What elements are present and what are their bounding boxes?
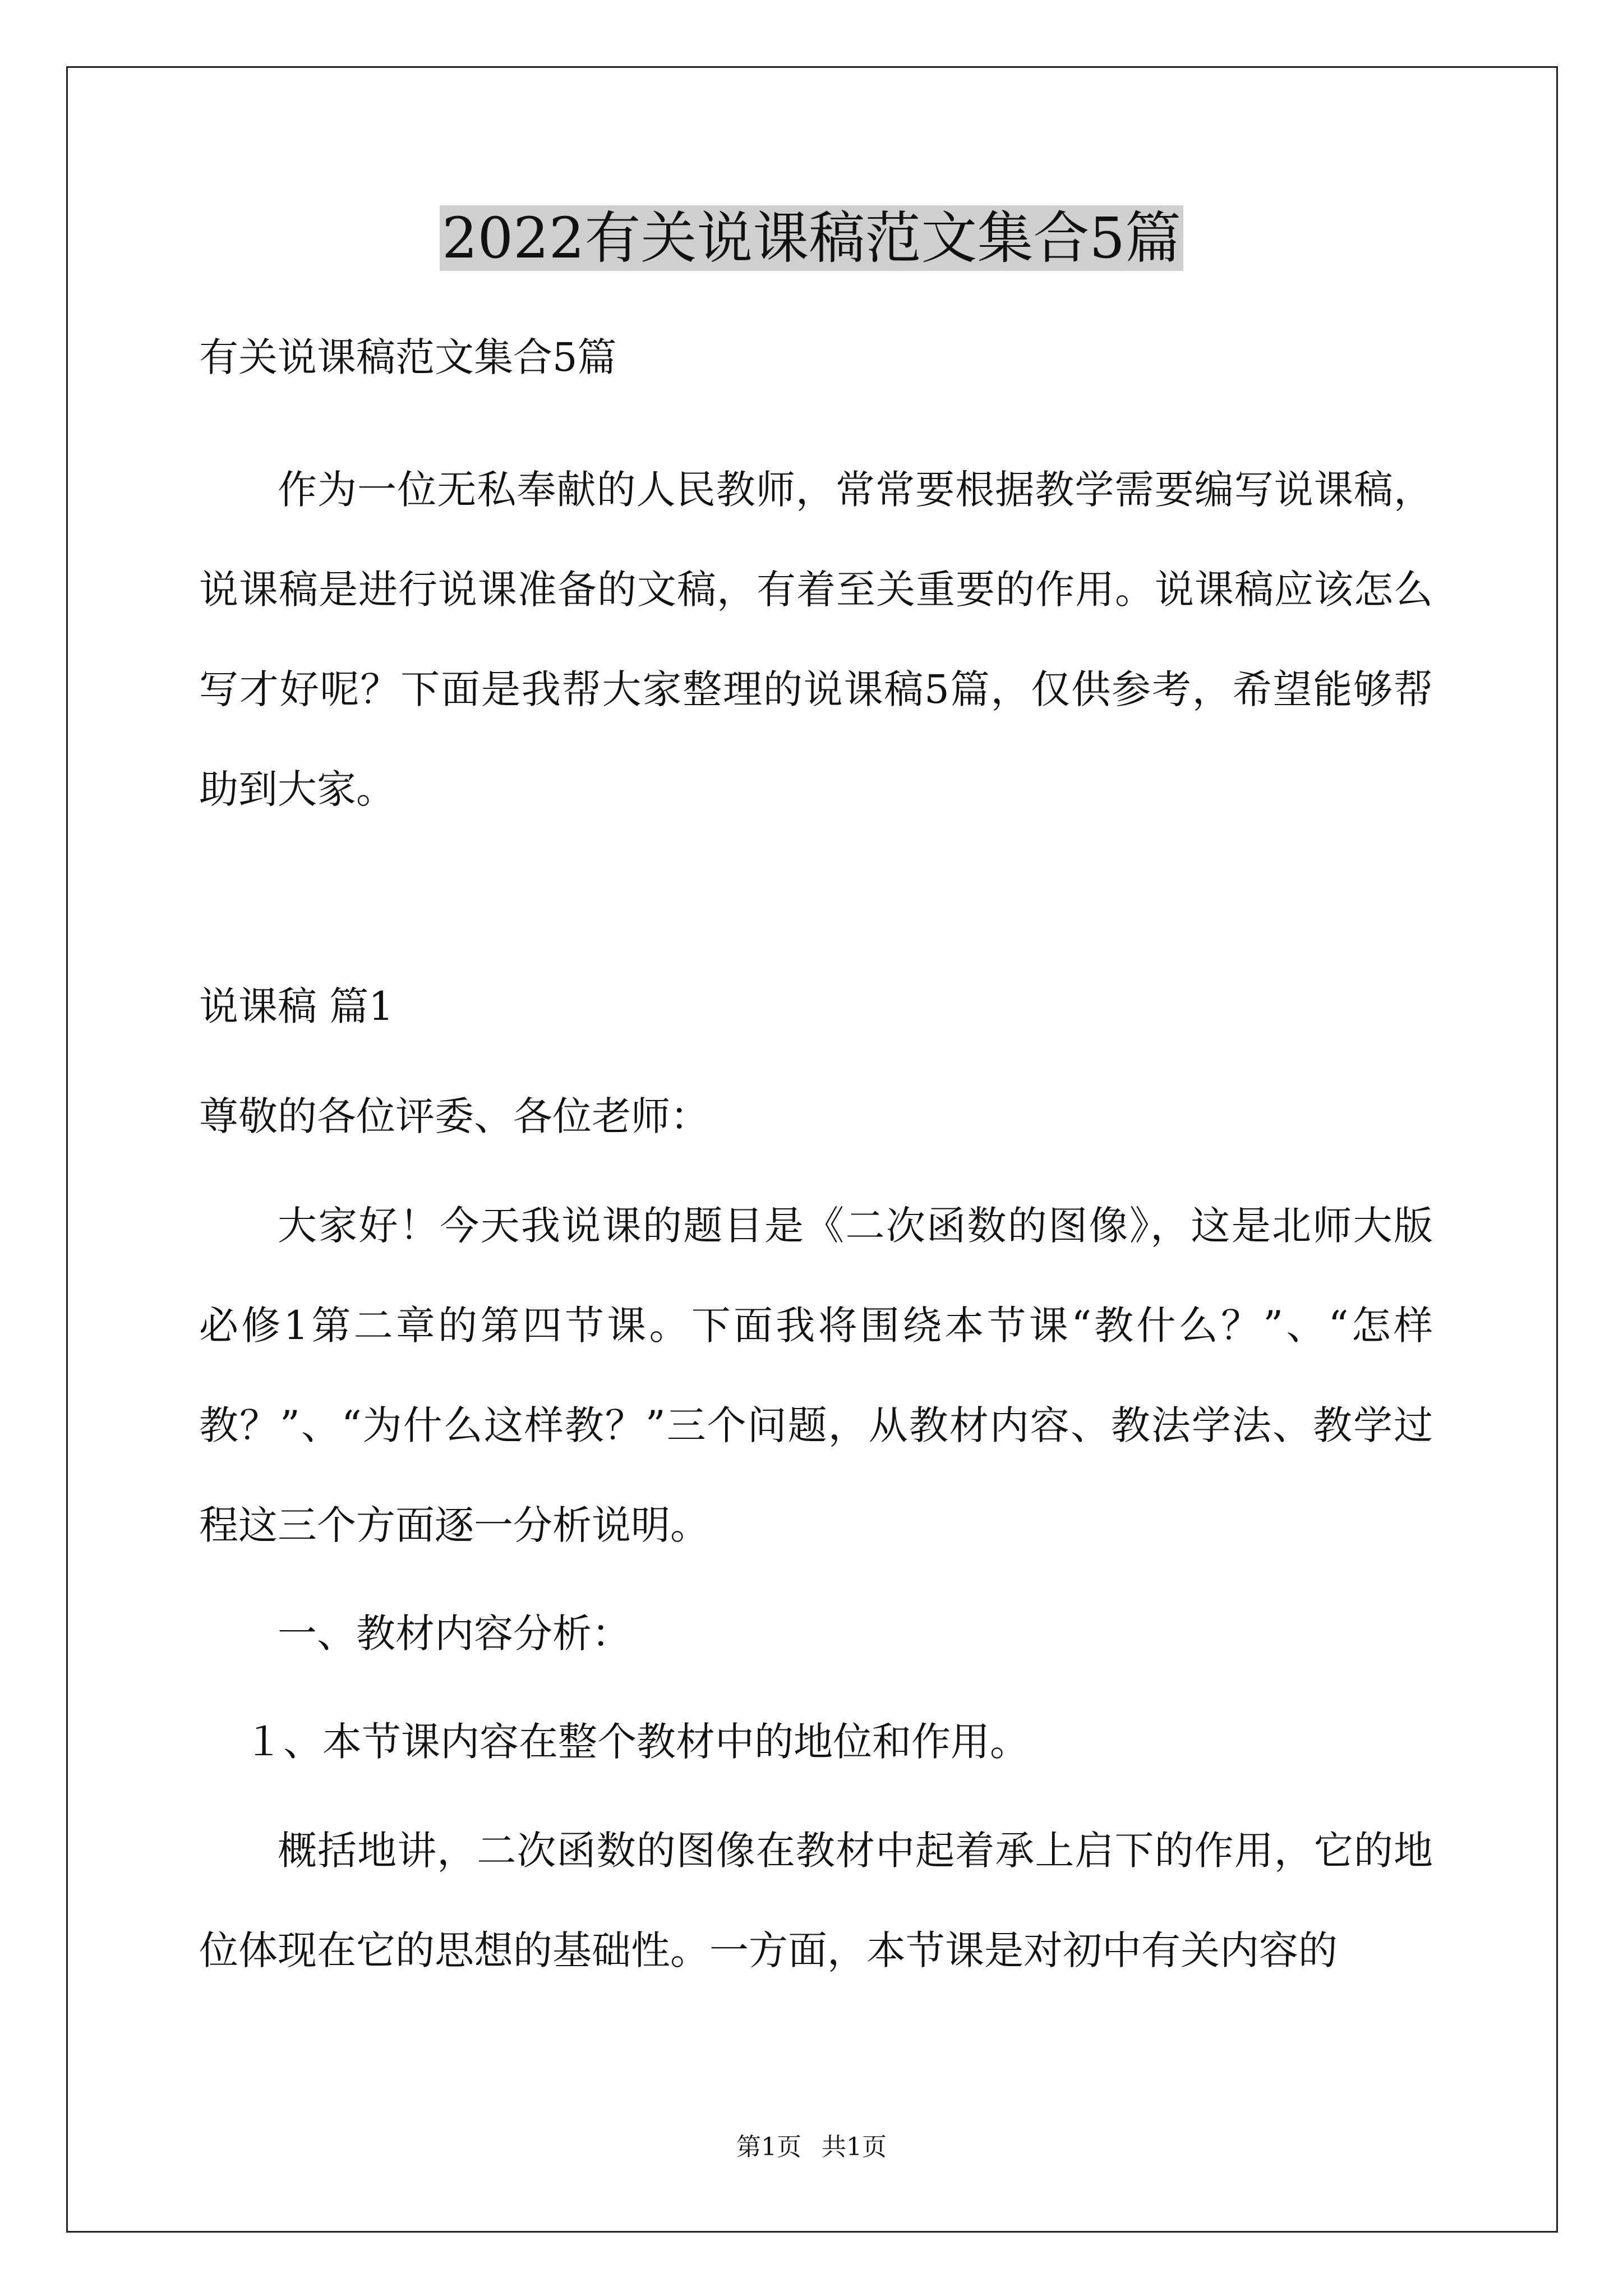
page-footer [0,2131,1623,2164]
document-title-text: 2022有关说课稿范文集合5篇 [440,205,1183,271]
body-paragraph-1: 大家好！今天我说课的题目是《二次函数的图像》，这是北师大版必修1第二章的第四节课。下面我将围绕本节课“教什么？”、“怎样教？”、“为什么这样教？”三个问题，从教材内容、教法学法、教学过程这三个方面逐一分析说明。 [199,1203,1433,1548]
body-paragraph-4: 概括地讲，二次函数的图像在教材中起着承上启下的作用，它的地位体现在它的思想的基础性。一方面，本节课是对初中有关内容的 [199,1828,1433,1973]
section-heading: 说课稿 篇1 [199,983,394,1029]
document-subtitle: 有关说课稿范文集合5篇 [199,334,617,380]
page-number-total: 共1页 [822,2133,887,2161]
intro-paragraph: 作为一位无私奉献的人民教师，常常要根据教学需要编写说课稿，说课稿是进行说课准备的文稿，有着至关重要的作用。说课稿应该怎么写才好呢？下面是我帮大家整理的说课稿5篇，仅供参考，希望能够帮助到大家。 [199,467,1433,812]
body-paragraph-2: 一、教材内容分析： [278,1611,631,1657]
page-number-current: 第1页 [736,2133,801,2161]
document-title [0,196,1623,280]
greeting-paragraph: 尊敬的各位评委、各位老师： [199,1093,709,1139]
body-paragraph-3: １、本节课内容在整个教材中的地位和作用。 [244,1719,1029,1765]
